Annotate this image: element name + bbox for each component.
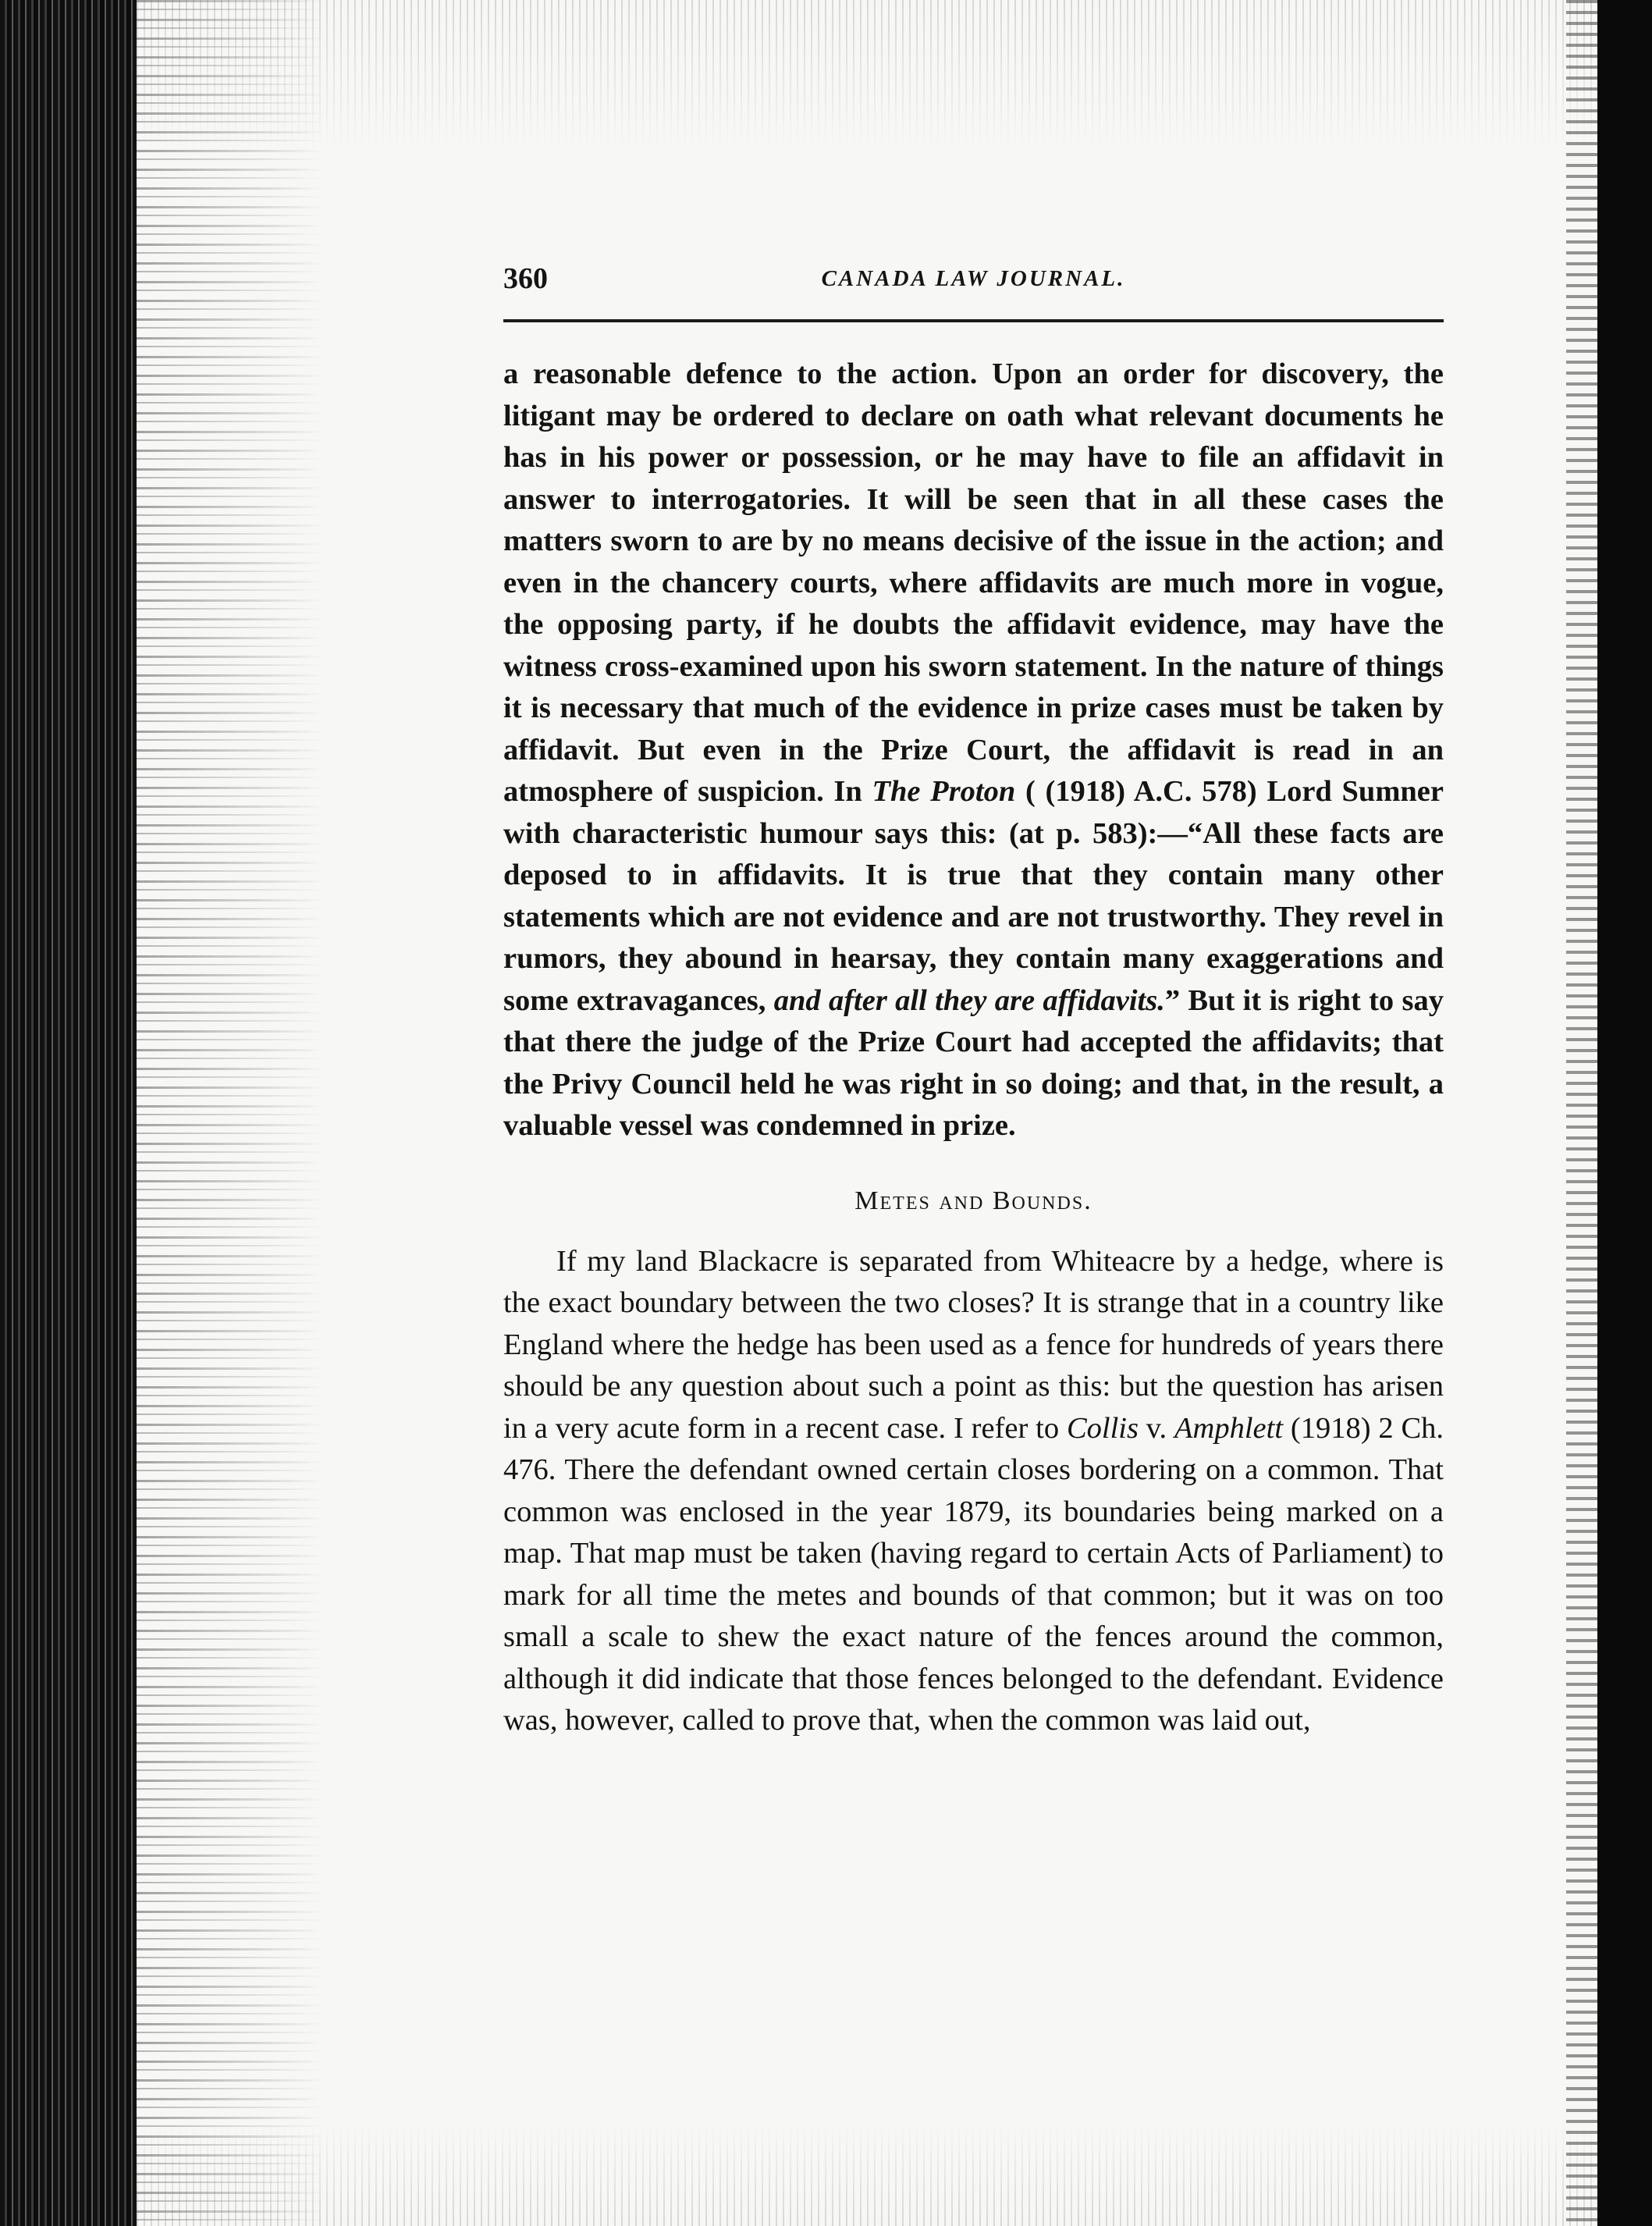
section-heading: Metes and Bounds.	[854, 1186, 1092, 1215]
paragraph-text: a reasonable defence to the action. Upon an order for discovery, the litigant may be ordered to declare on oath what relevant documents he has in his power or possession, or he may have to file an affidavit in answer to interrogatories. It will be seen that in all these cases the matters sworn to are by no means decisive of the issue in the action; and even in the chancery courts, where affidavits are much more in vogue, the opposing party, if he doubts the affidavit evidence, may have the witness cross-examined upon his sworn statement. In the nature of things it is necessary that much of the evidence in prize cases must be taken by affidavit. But even in the Prize Court, the affidavit is read in an atmosphere of suspicion. In	[503, 357, 1444, 808]
scan-noise-bottom	[137, 2125, 1596, 2226]
page-header	[503, 261, 1444, 319]
running-head: CANADA LAW JOURNAL.	[821, 266, 1126, 291]
scan-noise-right	[1566, 0, 1597, 2226]
paragraph-text: If my land Blackacre is separated from Whiteacre by a hedge, where is the exact boundary between the two closes? It is strange that in a country like England where the hedge has been used as a fence for hundreds of years there should be any question about such a point as this: but the question has arisen in a very acute form in a recent case. I refer to	[503, 1244, 1444, 1445]
quoted-emphasis: and after all they are affidavits.	[773, 983, 1165, 1017]
paragraph-text: ” But it is right to say that there the judge of the Prize Court had accepted the affidavits; that the Privy Council held he was right in so doing; and that, in the result, a valuable vessel was condemned in prize.	[503, 983, 1444, 1142]
paragraph-affidavits	[503, 354, 1444, 1147]
paragraph-text: (1918) 2 Ch. 476. There the defendant owned certain closes bordering on a common. That common was enclosed in the year 1879, its boundaries being marked on a map. That map must be taken (having regard to certain Acts of Parliament) to mark for all time the metes and bounds of that common; but it was on too small a scale to shew the exact nature of the fences around the common, although it did indicate that those fences belonged to the defendant. Evidence was, however, called to prove that, when the common was laid out,	[503, 1411, 1444, 1737]
paragraph-metes-and-bounds	[503, 1241, 1444, 1742]
scan-noise-top	[137, 0, 1596, 148]
page-content	[503, 261, 1444, 1742]
case-name: The Proton	[872, 775, 1016, 808]
case-party: Collis	[1066, 1411, 1139, 1445]
header-rule	[503, 319, 1444, 322]
binding-shadow-right	[1597, 0, 1652, 2226]
case-party: Amphlett	[1174, 1411, 1284, 1445]
paragraph-text: ( (1918) A.C. 578) Lord Sumner with characteristic humour says this: (at p. 583):—“All these facts are deposed to in affidavits. It is true that they contain many other statements which are not evidence and are not trustworthy. They revel in rumors, they abound in hearsay, they contain many exaggerations and some extravagances,	[503, 775, 1444, 1017]
page-number: 360	[503, 262, 548, 295]
case-versus: v.	[1138, 1411, 1175, 1445]
binding-noise-left	[137, 0, 324, 2226]
binding-shadow-left	[0, 0, 137, 2226]
